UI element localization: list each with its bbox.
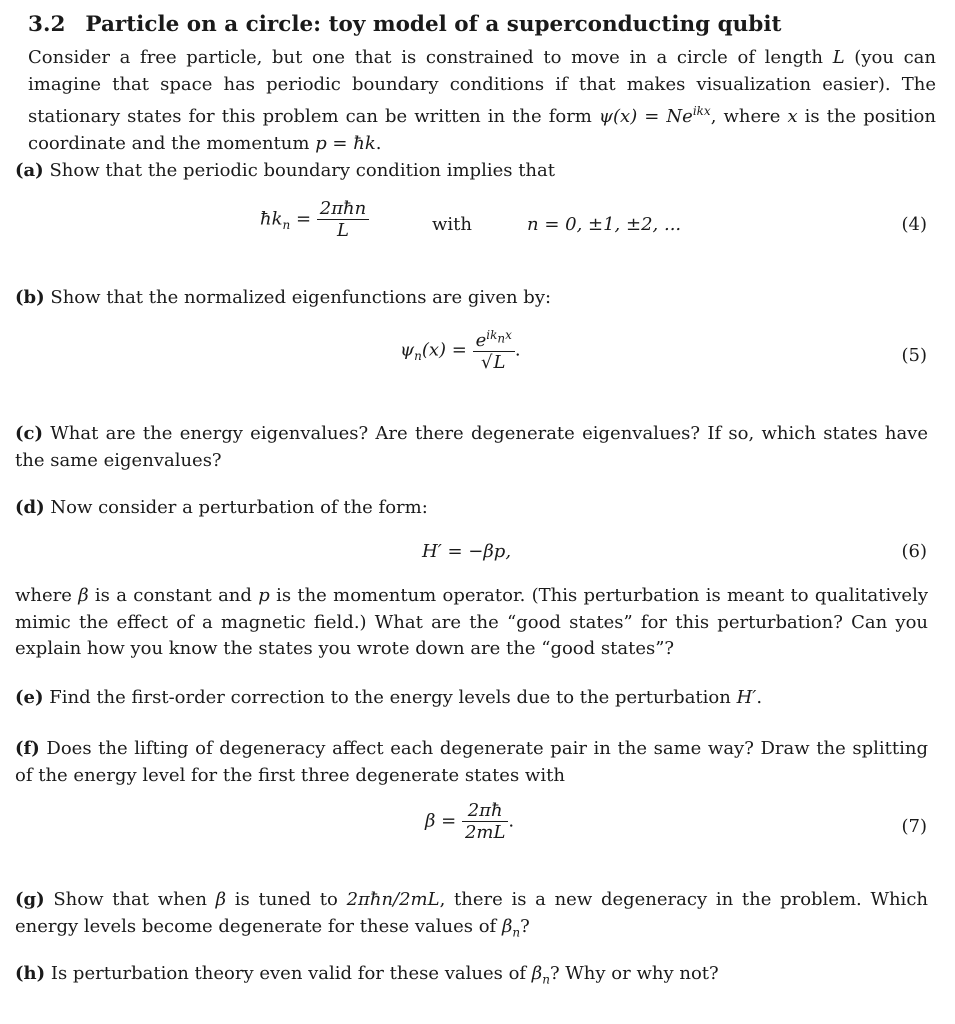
equation-5: [400, 328, 521, 373]
part-d-label: (d): [15, 497, 45, 518]
equation-7: [425, 800, 514, 843]
eq4-equals: =: [290, 208, 317, 230]
part-g: [15, 887, 928, 946]
intro-text-1: Consider a free particle, but one that is constrained to move in a circle of length: [28, 47, 833, 68]
part-h: [15, 963, 955, 987]
part-d-beta: β: [78, 585, 89, 606]
eq4-number: (4): [901, 214, 927, 235]
part-g-beta-n-sub: n: [512, 925, 521, 940]
eq7-denominator: 2mL: [462, 821, 508, 843]
eq5-num-exp-sub: n: [497, 331, 506, 346]
part-d-p: p: [258, 585, 270, 606]
eq4-with: with: [432, 214, 472, 235]
part-c-text: What are the energy eigenvalues? Are there degenerate eigenvalues? If so, which states have the same eigenvalues?: [15, 423, 928, 471]
part-d-body-3: is the momentum operator. (This perturbation is meant to qualitatively mimic the effect of a magnetic field.) What are the “good states” for this perturbation? Can you explain how you know the states you wrote down are the “good states”?: [15, 585, 928, 659]
part-c-label: (c): [15, 423, 43, 444]
part-d-body-2: is a constant and: [88, 585, 259, 606]
eq5-denominator: [473, 351, 515, 373]
intro-momentum-eq: p = ħk: [315, 132, 376, 154]
intro-x: x: [787, 106, 798, 127]
eq4-lhs-sub: n: [282, 218, 291, 233]
eq5-num-base: e: [475, 330, 487, 351]
eq4-lhs: ħk: [260, 208, 283, 230]
part-a-text: Show that the periodic boundary condition implies that: [49, 160, 555, 181]
eq6-number: (6): [901, 541, 927, 562]
eq4-n-values: n = 0, ±1, ±2, ...: [527, 214, 682, 235]
part-g-value: 2πħn/2mL: [346, 889, 440, 910]
equation-4: [260, 198, 369, 241]
eq4-numerator: 2πħn: [319, 198, 367, 219]
section-number: 3.2: [28, 12, 66, 37]
part-d-body-1: where: [15, 585, 79, 606]
intro-L: L: [832, 47, 845, 68]
part-b-text: Show that the normalized eigenfunctions are given by:: [50, 287, 552, 308]
part-f-label: (f): [15, 738, 40, 759]
intro-psi-form: ψ(x) = Ne: [598, 106, 693, 127]
part-h-text-1: Is perturbation theory even valid for these values of: [50, 963, 532, 984]
part-h-label: (h): [15, 963, 46, 984]
part-e-label: (e): [15, 687, 44, 708]
part-h-text-2: ? Why or why not?: [549, 963, 719, 984]
intro-text-3: , where: [710, 106, 788, 127]
part-g-text-2: is tuned to: [226, 889, 347, 910]
part-f-text: Does the lifting of degeneracy affect each degenerate pair in the same way? Draw the splitting of the energy level for the first three degenerate states with: [15, 738, 928, 786]
eq7-number: (7): [901, 816, 927, 837]
part-a-prompt: [15, 160, 955, 181]
part-g-label: (g): [15, 889, 45, 910]
part-g-text-1: Show that when: [53, 889, 216, 910]
eq5-psi: ψ: [400, 339, 415, 361]
eq5-psi-sub: n: [414, 349, 422, 364]
part-c: [15, 421, 928, 474]
part-e: [15, 687, 955, 708]
eq7-lhs: β =: [425, 810, 462, 832]
part-g-text-4: ?: [520, 915, 530, 937]
eq7-fraction: [462, 800, 508, 843]
intro-text-4: is the position coordinate and the momentum: [28, 106, 936, 154]
eq5-fraction: [473, 328, 515, 373]
part-b-label: (b): [15, 287, 45, 308]
part-b-prompt: [15, 287, 955, 308]
intro-text-5: .: [375, 132, 382, 154]
intro-text-2: (you can imagine that space has periodic boundary conditions if that makes visualization easier). The stationary states for this problem can be written in the form: [28, 47, 936, 127]
eq5-period: .: [514, 339, 521, 361]
eq7-numerator: 2πħ: [467, 800, 503, 821]
part-d-body: [15, 583, 928, 663]
equation-6: H′ = −βp,: [422, 541, 512, 562]
eq5-num-exp: ik: [486, 328, 498, 342]
part-e-period: .: [756, 687, 763, 708]
part-d-text: Now consider a perturbation of the form:: [50, 497, 428, 518]
section-title: Particle on a circle: toy model of a superconducting qubit: [85, 12, 782, 37]
part-f: [15, 736, 928, 789]
eq5-num-exp-x: x: [505, 328, 512, 342]
eq7-period: .: [508, 810, 515, 832]
part-g-beta: β: [215, 889, 227, 910]
eq5-numerator: [473, 328, 515, 351]
part-g-text-3: , there is a new degeneracy in the problem. Which energy levels become degenerate for these values of: [15, 889, 928, 937]
part-g-beta-n: β: [501, 915, 513, 937]
part-e-text: Find the first-order correction to the energy levels due to the perturbation: [49, 687, 737, 708]
eq5-radicand: L: [493, 352, 506, 373]
eq5-number: (5): [901, 345, 927, 366]
eq4-fraction: [317, 198, 369, 241]
part-d-prompt: [15, 497, 955, 518]
intro-paragraph: [28, 45, 936, 157]
part-h-beta-n-sub: n: [542, 972, 550, 987]
part-h-beta-n: β: [531, 963, 543, 984]
eq4-denominator: L: [317, 219, 369, 241]
part-e-H: H′: [736, 687, 757, 708]
part-a-label: (a): [15, 160, 44, 181]
section-heading: [28, 12, 781, 37]
eq5-arg: (x) =: [421, 339, 473, 361]
sqrt-sign: √L: [481, 352, 506, 373]
intro-psi-exponent: ikx: [692, 104, 711, 118]
